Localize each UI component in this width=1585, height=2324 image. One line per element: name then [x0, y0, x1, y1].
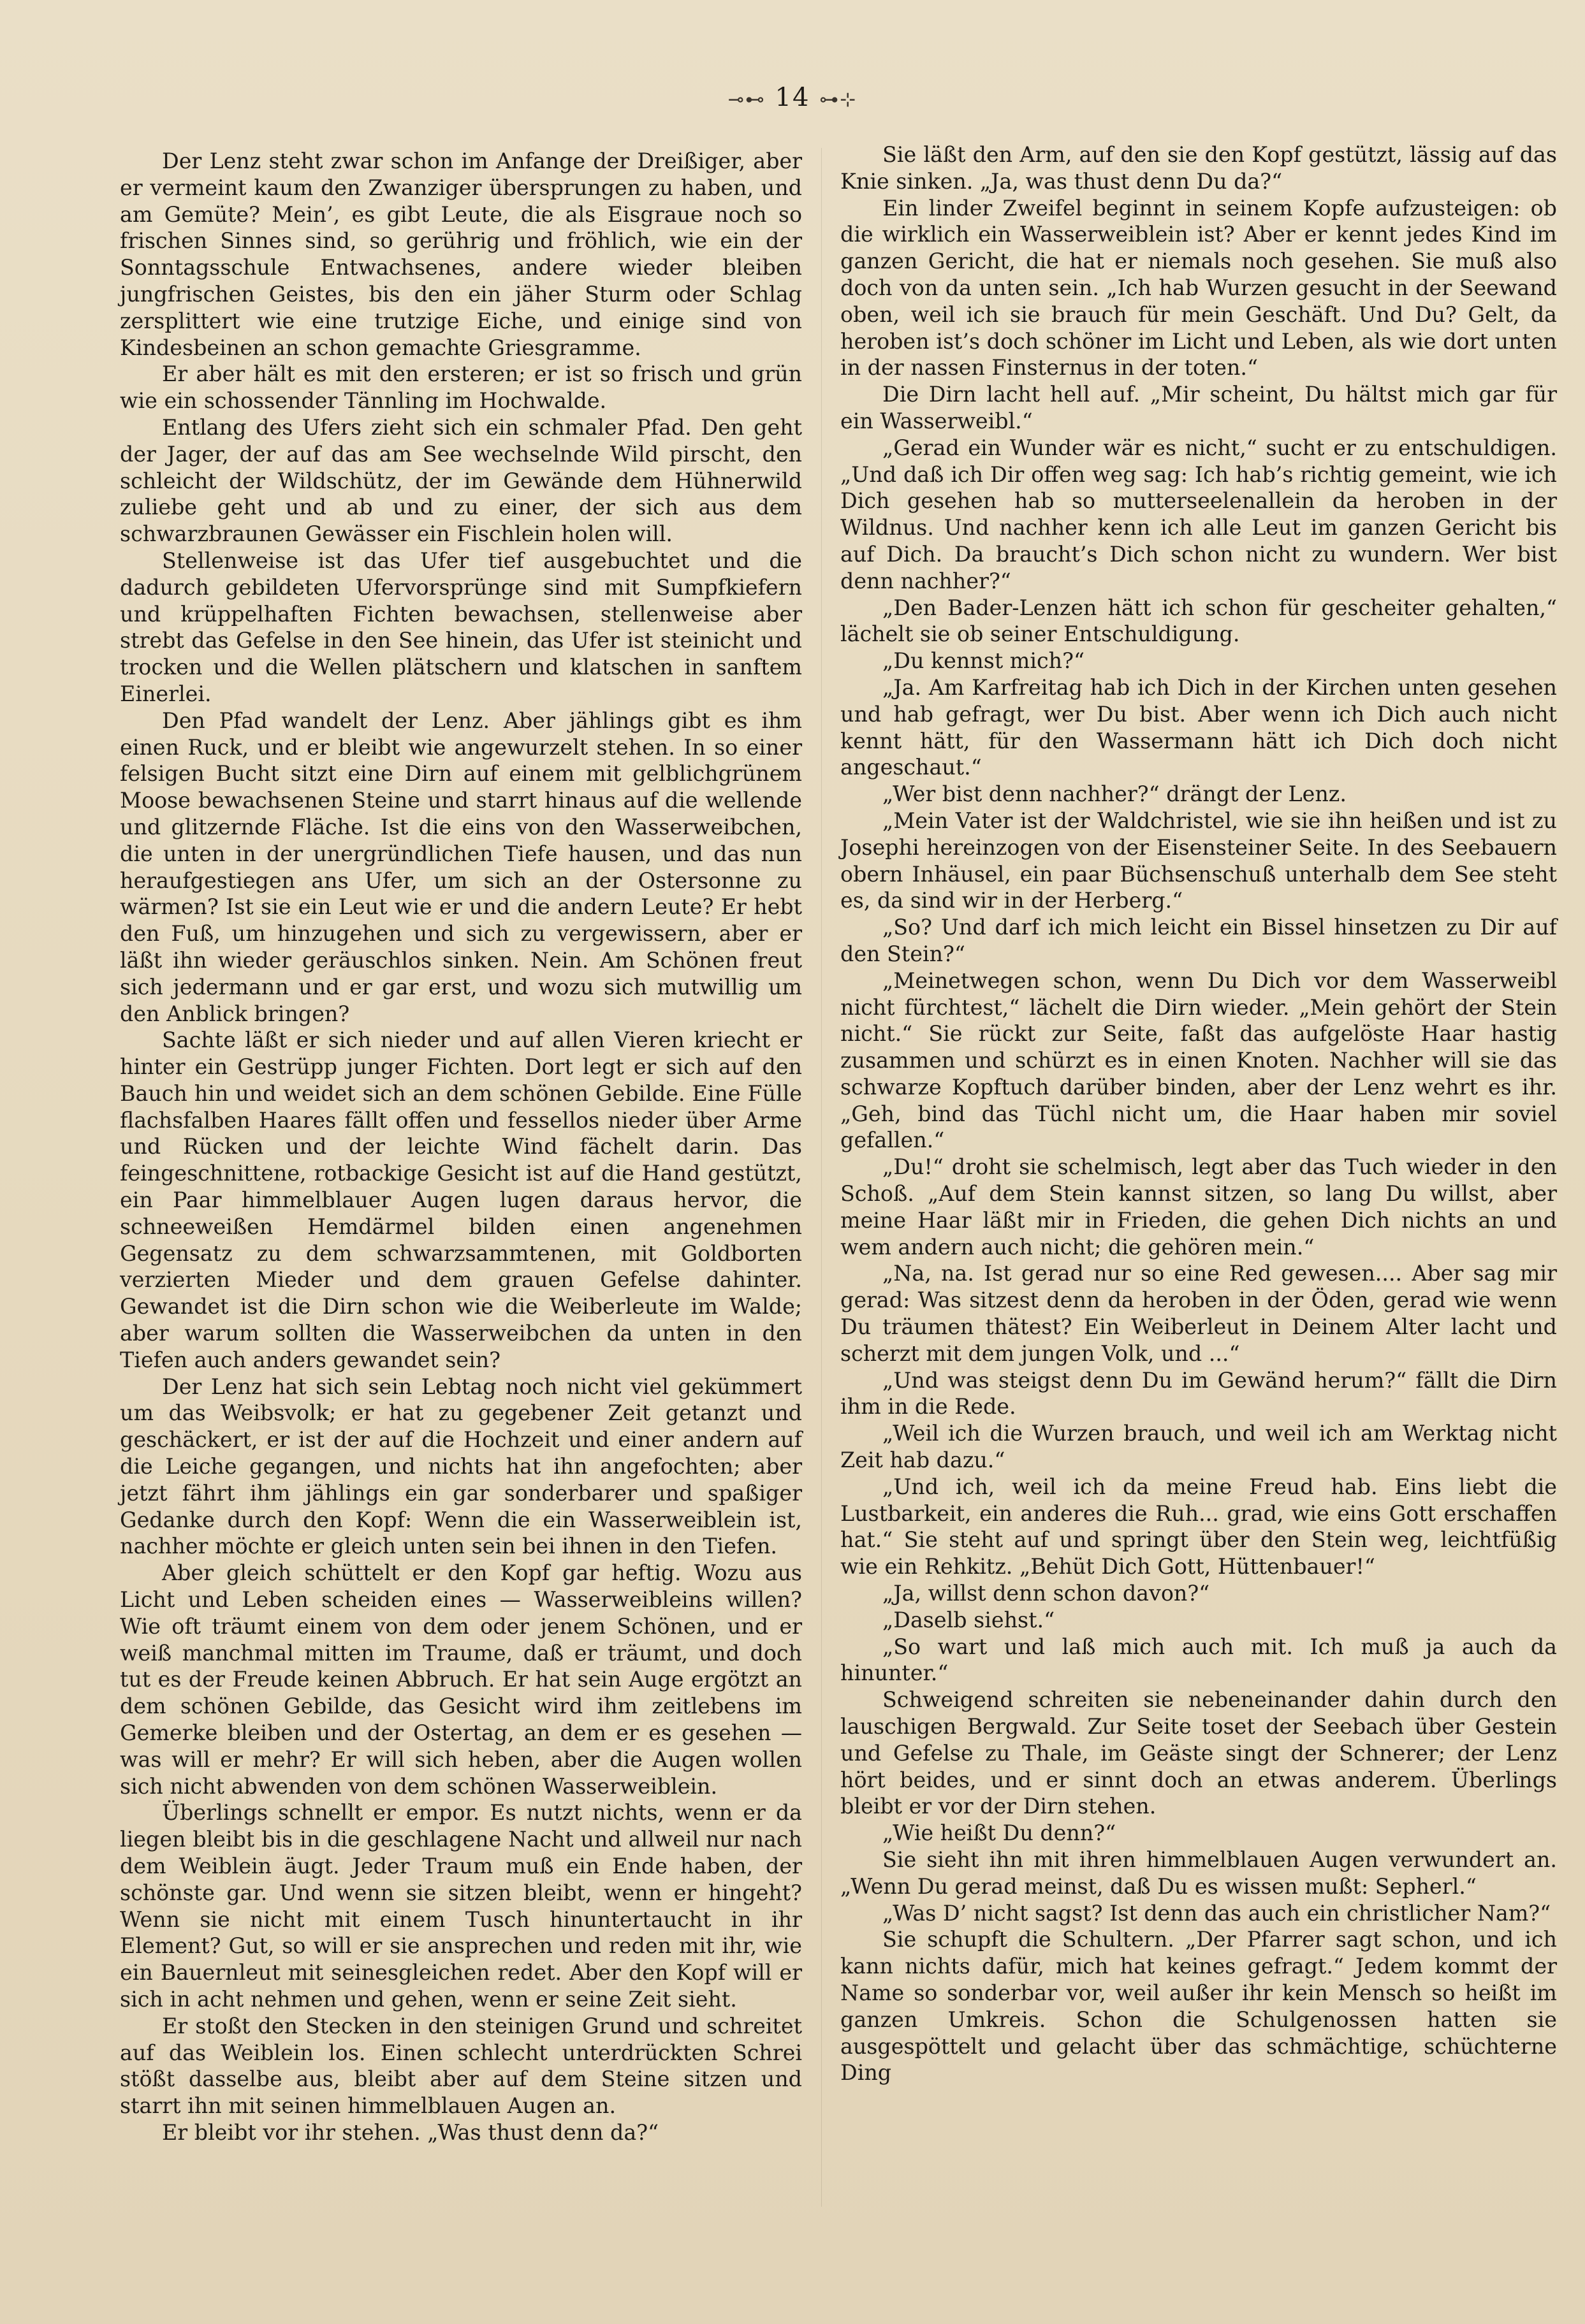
paragraph: „Mein Vater ist der Waldchristel, wie sie ihn heißen und ist zu Josephi hereinzogen von der Eisensteiner Seite. In des Seebauern obern Inhäusel, ein paar Büchsenschuß unterhalb dem See steht es, da sind wir in der Herberg.“ [840, 808, 1557, 913]
page-number-header [0, 83, 1585, 112]
paragraph: „So? Und darf ich mich leicht ein Bissel hinsetzen zu Dir auf den Stein?“ [840, 915, 1557, 966]
ornament-left: ⊸⊷ [727, 89, 766, 111]
paragraph: „Na, na. Ist gerad nur so eine Red gewesen.... Aber sag mir gerad: Was sitzest denn da heroben in der Öden, gerad wie wenn Du träumen thätest? Ein Weiberleut in Deinem Alter lacht und scherzt mit dem jungen Volk, und ...“ [840, 1261, 1557, 1366]
paragraph: Schweigend schreiten sie nebeneinander dahin durch den lauschigen Bergwald. Zur Seite toset der Seebach über Gestein und Gefelse zu Thale, im Geäste singt der Schnerer; der Lenz hört beides, und er sinnt doch an etwas anderem. Überlings bleibt er vor der Dirn stehen. [840, 1687, 1557, 1819]
paragraph: „Meinetwegen schon, wenn Du Dich vor dem Wasserweibl nicht fürchtest,“ lächelt die Dirn wieder. „Mein gehört der Stein nicht.“ Sie rückt zur Seite, faßt das aufgelöste Haar hastig zusammen und schürzt es in einen Knoten. Nachher will sie das schwarze Kopftuch darüber binden, aber der Lenz wehrt es ihr. „Geh, bind das Tüchl nicht um, die Haar haben mir soviel gefallen.“ [840, 968, 1557, 1153]
paragraph: „Wer bist denn nachher?“ drängt der Lenz. [882, 781, 1347, 807]
paragraph: Er stoßt den Stecken in den steinigen Grund und schreitet auf das Weiblein los. Einen schlecht unterdrückten Schrei stößt dasselbe aus, bleibt aber auf dem Steine sitzen und starrt ihn mit seinen himmelblauen Augen an. [120, 2013, 802, 2119]
paragraph: Sachte läßt er sich nieder und auf allen Vieren kriecht er hinter ein Gestrüpp junger Fichten. Dort legt er sich auf den Bauch hin und weidet sich an dem schönen Gebilde. Eine Fülle flachsfalben Haares fällt offen und fessellos nieder über Arme und Rücken und der leichte Wind fächelt darin. Das feingeschnittene, rotbackige Gesicht ist auf die Hand gestützt, ein Paar himmelblauer Augen lugen daraus hervor, die schneeweißen Hemdärmel bilden einen angenehmen Gegensatz zu dem schwarzsammtenen, mit Goldborten verzierten Mieder und dem grauen Gefelse dahinter. Gewandet ist die Dirn schon wie die Weiberleute im Walde; aber warum sollten die Wasserweibchen da unten in den Tiefen auch anders gewandet sein? [120, 1028, 802, 1372]
paragraph: „Was D’ nicht sagst? Ist denn das auch ein christlicher Nam?“ [882, 1900, 1551, 1926]
paragraph: Die Dirn lacht hell auf. „Mir scheint, Du hältst mich gar für ein Wasserweibl.“ [840, 382, 1557, 433]
paragraph: „Du!“ droht sie schelmisch, legt aber das Tuch wieder in den Schoß. „Auf dem Stein kannst sitzen, so lang Du willst, aber meine Haar läßt mir in Frieden, die gehen Dich nichts an und wem andern auch nicht; die gehören mein.“ [840, 1154, 1557, 1260]
left-column [120, 148, 802, 2146]
paragraph: Sie schupft die Schultern. „Der Pfarrer sagt schon, und ich kann nichts dafür, mich hat keines gefragt.“ Jedem kommt der Name so sonderbar vor, weil außer ihr kein Mensch so heißt im ganzen Umkreis. Schon die Schulgenossen hatten sie ausgespöttelt und gelacht über das schmächtige, schüchterne Ding [840, 1927, 1557, 2086]
paragraph: „Ja, willst denn schon davon?“ [882, 1581, 1210, 1606]
paragraph: Entlang des Ufers zieht sich ein schmaler Pfad. Den geht der Jager, der auf das am See wechselnde Wild pirscht, den schleicht der Wildschütz, der im Gewände dem Hühnerwild zuliebe geht und ab und zu einer, der sich aus dem schwarzbraunen Gewässer ein Fischlein holen will. [120, 414, 802, 547]
paragraph: „Gerad ein Wunder wär es nicht,“ sucht er zu entschuldigen. „Und daß ich Dir offen weg sag: Ich hab’s richtig gemeint, wie ich Dich gesehen hab so mutterseelenallein da heroben in der Wildnus. Und nachher kenn ich alle Leut im ganzen Gericht bis auf Dich. Da braucht’s Dich schon nicht zu wundern. Wer bist denn nachher?“ [840, 435, 1557, 593]
paragraph: „Ja. Am Karfreitag hab ich Dich in der Kirchen unten gesehen und hab gefragt, wer Du bist. Aber wenn ich Dich auch nicht kennt hätt, für den Wassermann hätt ich Dich doch nicht angeschaut.“ [840, 674, 1557, 780]
paragraph: Aber gleich schüttelt er den Kopf gar heftig. Wozu aus Licht und Leben scheiden eines — Wasserweibleins willen? Wie oft träumt einem von dem oder jenem Schönen, und er weiß manchmal mitten im Traume, daß er träumt, und doch tut es der Freude keinen Abbruch. Er hat sein Auge ergötzt an dem schönen Gebilde, das Gesicht wird ihm zeitlebens im Gemerke bleiben und der Ostertag, an dem er es gesehen — was will er mehr? Er will sich heben, aber die Augen wollen sich nicht abwenden von dem schönen Wasserweiblein. [120, 1560, 802, 1799]
paragraph: Den Pfad wandelt der Lenz. Aber jählings gibt es ihm einen Ruck, und er bleibt wie angewurzelt stehen. In so einer felsigen Bucht sitzt eine Dirn auf einem mit gelblichgrünem Moose bewachsenen Steine und starrt hinaus auf die wellende und glitzernde Fläche. Ist die eins von den Wasserweibchen, die unten in der unergründlichen Tiefe hausen, und das nun heraufgestiegen ans Ufer, um sich an der Ostersonne zu wärmen? Ist sie ein Leut wie er und die andern Leute? Er hebt den Fuß, um hinzugehen und sich zu vergewissern, aber er läßt ihn wieder geräuschlos sinken. Nein. Am Schönen freut sich jedermann und er gar erst, und wozu sich mutwillig um den Anblick bringen? [120, 708, 802, 1026]
paragraph: „So wart und laß mich auch mit. Ich muß ja auch da hinunter.“ [840, 1634, 1557, 1686]
paragraph: „Du kennst mich?“ [882, 648, 1085, 674]
paragraph: Er aber hält es mit den ersteren; er ist so frisch und grün wie ein schossender Tännling im Hochwalde. [120, 361, 802, 414]
ornament-right: ⊶⊹ [819, 89, 858, 111]
paragraph: Überlings schnellt er empor. Es nutzt nichts, wenn er da liegen bleibt bis in die geschlagene Nacht und allweil nur nach dem Weiblein äugt. Jeder Traum muß ein Ende haben, der schönste gar. Und wenn sie sitzen bleibt, wenn er hingeht? Wenn sie nicht mit einem Tusch hinuntertaucht in ihr Element? Gut, so will er sie ansprechen und reden mit ihr, wie ein Bauernleut mit seinesgleichen redet. Aber den Kopf will er sich in acht nehmen und gehen, wenn er seine Zeit sieht. [120, 1800, 802, 2012]
paragraph: „Wie heißt Du denn?“ [882, 1820, 1116, 1846]
right-column [840, 142, 1557, 2086]
paragraph: „Den Bader-Lenzen hätt ich schon für gescheiter gehalten,“ lächelt sie ob seiner Entschuldigung. [840, 595, 1557, 647]
page-number: 14 [775, 83, 810, 112]
paragraph: Sie läßt den Arm, auf den sie den Kopf gestützt, lässig auf das Knie sinken. „Ja, was thust denn Du da?“ [840, 142, 1557, 194]
paragraph: „Weil ich die Wurzen brauch, und weil ich am Werktag nicht Zeit hab dazu.“ [840, 1421, 1557, 1473]
paragraph: Stellenweise ist das Ufer tief ausgebuchtet und die dadurch gebildeten Ufervorsprünge sind mit Sumpfkiefern und krüppelhaften Fichten bewachsen, stellenweise aber strebt das Gefelse in den See hinein, das Ufer ist steinicht und trocken und die Wellen plätschern und klatschen in sanftem Einerlei. [120, 548, 802, 706]
paragraph: Der Lenz steht zwar schon im Anfange der Dreißiger, aber er vermeint kaum den Zwanziger übersprungen zu haben, und am Gemüte? Mein’, es gibt Leute, die als Eisgraue noch so frischen Sinnes sind, so gerührig und fröhlich, wie ein der Sonntagsschule Entwachsenes, andere wieder bleiben jungfrischen Geistes, bis den ein jäher Sturm oder Schlag zersplittert wie eine trutzige Eiche, und einige sind von Kindesbeinen an schon gemachte Griesgramme. [120, 149, 802, 360]
paragraph: Der Lenz hat sich sein Lebtag noch nicht viel gekümmert um das Weibsvolk; er hat zu gegebener Zeit getanzt und geschäckert, er ist der auf die Hochzeit und einer andern auf die Leiche gegangen, und nichts hat ihn angefochten; aber jetzt fährt ihm jählings ein gar sonderbarer und spaßiger Gedanke durch den Kopf: Wenn die ein Wasserweiblein ist, nachher möchte er gleich unten sein bei ihnen in den Tiefen. [120, 1374, 802, 1559]
column-divider [821, 148, 822, 2207]
paragraph: „Und ich, weil ich da meine Freud hab. Eins liebt die Lustbarkeit, ein anderes die Ruh... grad, wie eins Gott erschaffen hat.“ Sie steht auf und springt über den Stein weg, leichtfüßig wie ein Rehkitz. „Behüt Dich Gott, Hüttenbauer!“ [840, 1474, 1557, 1580]
paragraph: Ein linder Zweifel beginnt in seinem Kopfe aufzusteigen: ob die wirklich ein Wasserweiblein ist? Aber er kennt jedes Kind im ganzen Gericht, die hat er niemals noch gesehen. Sie muß also doch von da unten sein. „Ich hab Wurzen gesucht in der Seewand oben, weil ich sie brauch für mein Geschäft. Und Du? Gelt, da heroben ist’s doch schöner im Licht und Leben, als wie dort unten in der nassen Finsternus in der toten.“ [840, 195, 1557, 381]
paragraph: Sie sieht ihn mit ihren himmelblauen Augen verwundert an. „Wenn Du gerad meinst, daß Du es wissen mußt: Sepherl.“ [840, 1847, 1557, 1899]
paragraph: „Und was steigst denn Du im Gewänd herum?“ fällt die Dirn ihm in die Rede. [840, 1367, 1557, 1420]
paragraph: „Daselb siehst.“ [882, 1607, 1055, 1632]
paragraph: Er bleibt vor ihr stehen. „Was thust denn da?“ [162, 2119, 659, 2145]
